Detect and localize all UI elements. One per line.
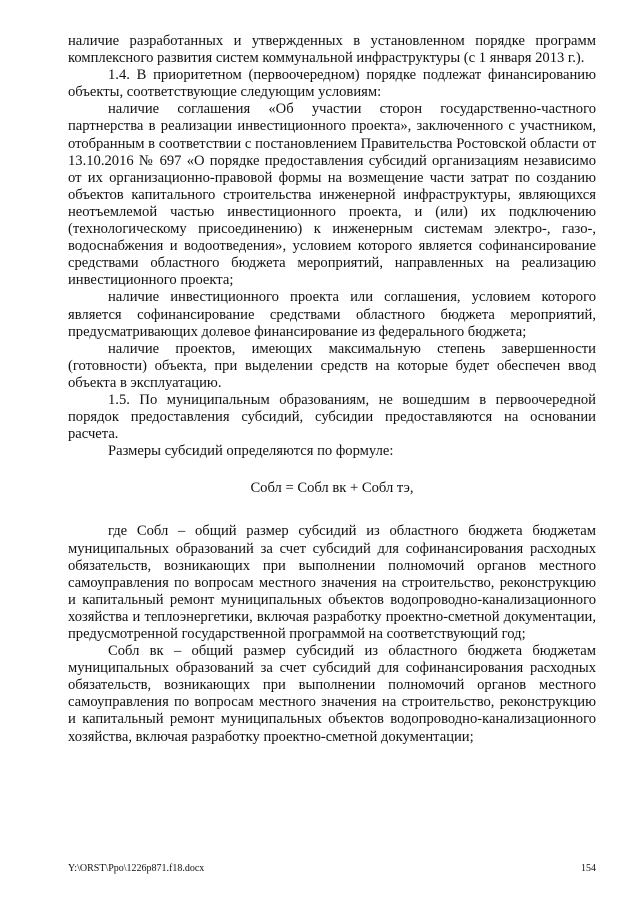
formula: Собл = Собл вк + Собл тэ,	[250, 480, 414, 497]
document-body	[68, 33, 596, 746]
paragraph-investment-project: наличие инвестиционного проекта или соглашения, условием которого является софинансирование средствами областного бюджета мероприятий, предусматривающих долевое финансирование из федерального бюджета;	[68, 289, 596, 340]
paragraph-1-4: 1.4. В приоритетном (первоочередном) порядке подлежат финансированию объекты, соответствующие следующим условиям:	[68, 67, 596, 101]
file-path: Y:\ORST\Ppo\1226p871.f18.docx	[68, 863, 205, 874]
paragraph-sobl-definition: где Собл – общий размер субсидий из областного бюджета бюджетам муниципальных образований за счет субсидий для софинансирования расходных обязательств, возникающих при выполнении полномочий органов местного самоуправления по вопросам местного значения на строительство, реконструкцию и капитальный ремонт муниципальных объектов водопроводно-канализационного хозяйства и теплоэнергетики, включая разработку проектно-сметной документации, предусмотренной государственной программой на соответствующий год;	[68, 523, 596, 642]
paragraph-formula-intro: Размеры субсидий определяются по формуле:	[108, 443, 394, 460]
paragraph-ppp-agreement: наличие соглашения «Об участии сторон государственно-частного партнерства в реализации инвестиционного проекта», заключенного с участником, отобранным в соответствии с постановлением Правительства Ростовской области от 13.10.2016 № 697 «О порядке предоставления субсидий организациям независимо от их организационно-правовой формы на возмещение части затрат по созданию объектов капитального строительства инженерной инфраструктуры, являющихся неотъемлемой частью инвестиционного проекта, и (или) их подключению (технологическому присоединению) к инженерным системам электро-, газо-, водоснабжения и водоотведения», условием которого является софинансирование средствами областного бюджета мероприятий, направленных на реализацию инвестиционного проекта;	[68, 101, 596, 289]
paragraph-sobl-vk-definition: Собл вк – общий размер субсидий из областного бюджета бюджетам муниципальных образований за счет субсидий для софинансирования расходных обязательств, возникающих при выполнении полномочий органов местного самоуправления по вопросам местного значения на строительство, реконструкцию и капитальный ремонт муниципальных объектов водопроводно-канализационного хозяйства, включая разработку проектно-сметной документации;	[68, 643, 596, 745]
page-number: 154	[581, 863, 596, 874]
paragraph-programs-requirement: наличие разработанных и утвержденных в установленном порядке программ комплексного развития систем коммунальной инфраструктуры (с 1 января 2013 г.).	[68, 33, 596, 67]
paragraph-completion-degree: наличие проектов, имеющих максимальную степень завершенности (готовности) объекта, при выделении средств на которые будет обеспечен ввод объекта в эксплуатацию.	[68, 340, 596, 391]
page-footer	[68, 862, 596, 876]
paragraph-1-5: 1.5. По муниципальным образованиям, не вошедшим в первоочередной порядок предоставления субсидий, субсидии предоставляются на основании расчета.	[68, 391, 596, 443]
